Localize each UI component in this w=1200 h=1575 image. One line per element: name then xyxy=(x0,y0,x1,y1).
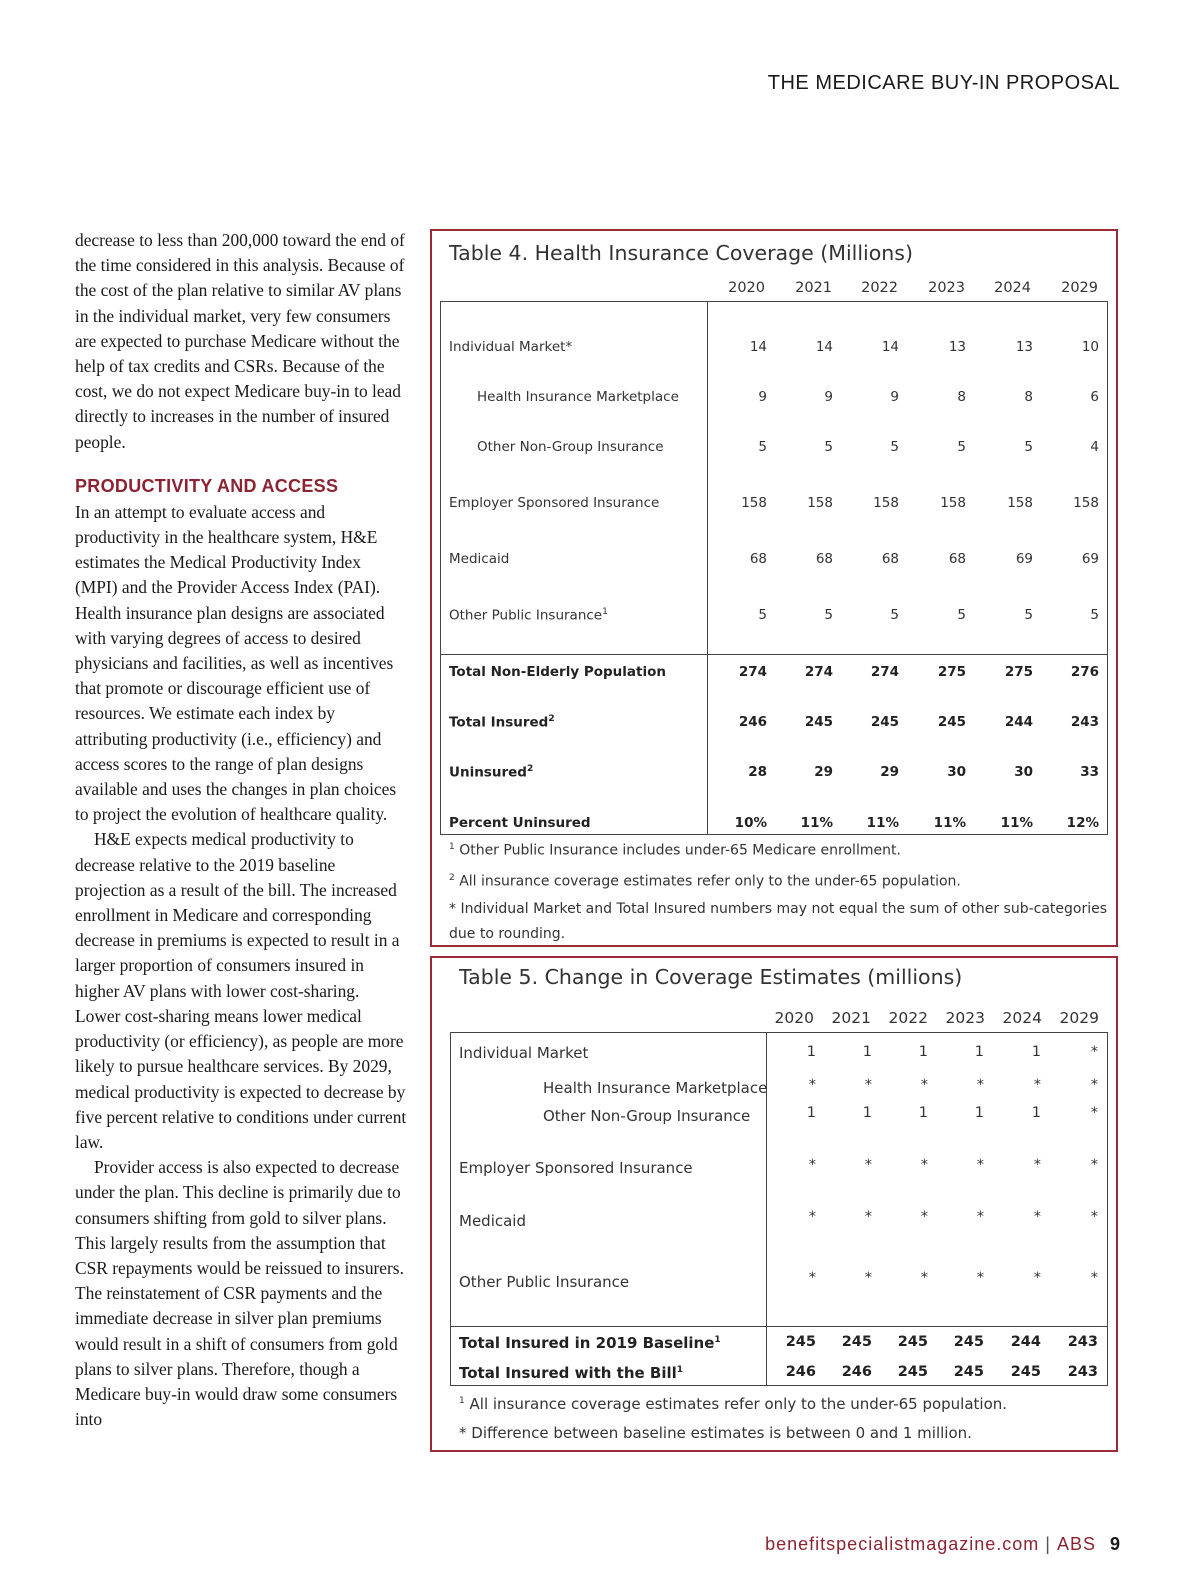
table4-cell: 5 xyxy=(1024,439,1033,455)
table4-cell: 14 xyxy=(881,339,899,355)
table5-row-label: Other Non-Group Insurance xyxy=(543,1107,751,1125)
table4-row-label: Other Non-Group Insurance xyxy=(477,439,664,455)
table5-cell: * xyxy=(920,1209,928,1225)
table4-cell: 8 xyxy=(1024,389,1033,405)
table4-cell: 5 xyxy=(890,439,899,455)
table5-cell: * xyxy=(808,1077,816,1093)
table5-cell: 1 xyxy=(1031,1044,1041,1060)
table4-year: 2029 xyxy=(1061,280,1098,296)
table4-year: 2021 xyxy=(795,280,832,296)
table4-total-label: Percent Uninsured xyxy=(449,815,591,831)
table5-cell: * xyxy=(1090,1209,1098,1225)
table5-cell: * xyxy=(1090,1270,1098,1286)
table5-cell: * xyxy=(1033,1209,1041,1225)
table4-cell: 6 xyxy=(1090,389,1099,405)
table5-cell: 245 xyxy=(785,1334,816,1350)
table5-cell: 244 xyxy=(1010,1334,1041,1350)
table4-row-label: Health Insurance Marketplace xyxy=(477,389,679,405)
table5-footnote: * Difference between baseline estimates is between 0 and 1 million. xyxy=(459,1424,972,1442)
table5-title: Table 5. Change in Coverage Estimates (millions) xyxy=(459,965,963,989)
table5-cell: * xyxy=(920,1270,928,1286)
table5-total-label: Total Insured in 2019 Baseline$^1$ xyxy=(459,1334,721,1352)
table4-footnote: * Individual Market and Total Insured numbers may not equal the sum of other sub-categories xyxy=(449,901,1108,917)
footer-separator: | xyxy=(1045,1534,1051,1554)
table4-cell: 275 xyxy=(937,664,966,680)
table5-row-label: Employer Sponsored Insurance xyxy=(459,1159,693,1177)
table4-cell: 5 xyxy=(758,607,767,623)
page-footer xyxy=(765,1534,1120,1555)
table4-cell: 11% xyxy=(866,815,899,831)
table4-cell: 5 xyxy=(824,607,833,623)
table4-cell: 29 xyxy=(814,764,833,780)
paragraph: decrease to less than 200,000 toward the end of the time considered in this analysis. Because of the cost of the plan relative to similar AV plans in the individual market, very few consumers are expected to purchase Medicare without the help of tax credits and CSRs. Because of the cost, we do not expect Medicare buy-in to lead directly to increases in the number of insured people. xyxy=(75,230,405,452)
table4-cell: 243 xyxy=(1070,714,1099,730)
table4-cell: 4 xyxy=(1090,439,1099,455)
table4-cell: 5 xyxy=(957,439,966,455)
table5-cell: 1 xyxy=(1031,1105,1041,1121)
table5-cell: 245 xyxy=(897,1334,928,1350)
table4-cell: 245 xyxy=(804,714,833,730)
table4-cell: 158 xyxy=(940,495,966,511)
table5-cell: * xyxy=(920,1157,928,1173)
table5-cell: * xyxy=(976,1077,984,1093)
table5-cell: * xyxy=(808,1209,816,1225)
table4-row-label: Individual Market* xyxy=(449,339,573,355)
table5-footnote: $^1$ All insurance coverage estimates refer only to the under-65 population. xyxy=(459,1395,1008,1413)
table4-cell: 14 xyxy=(749,339,767,355)
table5-year: 2024 xyxy=(1002,1009,1042,1027)
paragraph: Provider access is also expected to decrease under the plan. This decline is primarily due to consumers shifting from gold to silver plans. This largely results from the assumption that CSR repayments would be reissued to insurers. The reinstatement of CSR payments and the immediate decrease in silver plan premiums would result in a shift of consumers from gold plans to silver plans. Therefore, though a Medicare buy-in would draw some consumers into xyxy=(75,1157,404,1430)
table5-cell: * xyxy=(920,1077,928,1093)
table4-cell: 5 xyxy=(824,439,833,455)
table5-cell: 245 xyxy=(841,1334,872,1350)
table4-cell: 11% xyxy=(933,815,966,831)
table5-cell: * xyxy=(864,1077,872,1093)
table4-cell: 5 xyxy=(1090,607,1099,623)
table5-cell: * xyxy=(808,1157,816,1173)
table4-cell: 158 xyxy=(1073,495,1099,511)
table4-cell: 28 xyxy=(748,764,767,780)
table4-cell: 68 xyxy=(881,551,899,567)
section-heading: PRODUCTIVITY AND ACCESS xyxy=(75,475,339,496)
table4-cell: 274 xyxy=(804,664,833,680)
table5-cell: * xyxy=(976,1209,984,1225)
table4-divider xyxy=(707,301,708,835)
table4-footnote: $^2$ All insurance coverage estimates refer only to the under-65 population. xyxy=(449,873,961,890)
table5-cell: * xyxy=(808,1270,816,1286)
table5-cell: 1 xyxy=(918,1044,928,1060)
table4-cell: 158 xyxy=(807,495,833,511)
table4-cell: 68 xyxy=(815,551,833,567)
table4-year: 2022 xyxy=(861,280,898,296)
table4-cell: 5 xyxy=(957,607,966,623)
table5-year: 2021 xyxy=(831,1009,871,1027)
table5-cell: 1 xyxy=(974,1105,984,1121)
table4-cell: 246 xyxy=(738,714,767,730)
table4-box xyxy=(430,229,1118,947)
table5-cell: * xyxy=(864,1209,872,1225)
table4-cell: 276 xyxy=(1070,664,1099,680)
table5-box xyxy=(430,956,1118,1452)
table5-divider xyxy=(450,1326,1108,1327)
table4-cell: 158 xyxy=(873,495,899,511)
table4-cell: 69 xyxy=(1081,551,1099,567)
table5-cell: 245 xyxy=(1010,1364,1041,1380)
table4-cell: 11% xyxy=(800,815,833,831)
table4-cell: 68 xyxy=(948,551,966,567)
paragraph: H&E expects medical productivity to decrease relative to the 2019 baseline projection as a result of the bill. The increased enrollment in Medicare and corresponding decrease in premiums is expected to result in a larger proportion of consumers insured in higher AV plans with lower cost-sharing. Lower cost-sharing means lower medical productivity (or efficiency), as people are more likely to pursue healthcare services. By 2029, medical productivity is expected to decrease by five percent relative to conditions under current law. xyxy=(75,829,407,1152)
table4-cell: 5 xyxy=(758,439,767,455)
table4-footnote: $^1$ Other Public Insurance includes under-65 Medicare enrollment. xyxy=(449,842,901,859)
table4-total-label: Total Non-Elderly Population xyxy=(449,664,666,680)
table4-cell: 9 xyxy=(758,389,767,405)
table5-cell: 1 xyxy=(806,1105,816,1121)
table4-cell: 158 xyxy=(1007,495,1033,511)
table5-cell: * xyxy=(976,1270,984,1286)
table5-cell: 246 xyxy=(785,1364,816,1380)
table4-cell: 274 xyxy=(738,664,767,680)
table5-cell: 1 xyxy=(862,1105,872,1121)
table5-cell: * xyxy=(864,1270,872,1286)
table4-cell: 244 xyxy=(1004,714,1033,730)
table4-cell: 13 xyxy=(948,339,966,355)
table4-year: 2023 xyxy=(928,280,965,296)
table4-row-label: Other Public Insurance$^1$ xyxy=(449,607,608,624)
table5-year: 2022 xyxy=(888,1009,928,1027)
table4-cell: 30 xyxy=(1014,764,1033,780)
table4-cell: 9 xyxy=(824,389,833,405)
footer-site: benefitspecialistmagazine.com xyxy=(765,1534,1040,1554)
table4-cell: 12% xyxy=(1066,815,1099,831)
table4-total-label: Uninsured$^2$ xyxy=(449,764,534,781)
table5-cell: 1 xyxy=(862,1044,872,1060)
table4-row-label: Employer Sponsored Insurance xyxy=(449,495,660,511)
table5-cell: 245 xyxy=(953,1364,984,1380)
table4-cell: 11% xyxy=(1000,815,1033,831)
table4-cell: 8 xyxy=(957,389,966,405)
table4-cell: 30 xyxy=(947,764,966,780)
running-title: THE MEDICARE BUY-IN PROPOSAL xyxy=(767,72,1120,94)
table5-cell: * xyxy=(1033,1157,1041,1173)
table4-cell: 29 xyxy=(880,764,899,780)
table4-cell: 5 xyxy=(890,607,899,623)
table5-cell: * xyxy=(976,1157,984,1173)
table5-cell: * xyxy=(1090,1157,1098,1173)
table4-cell: 158 xyxy=(741,495,767,511)
table5-cell: 1 xyxy=(918,1105,928,1121)
table5-cell: * xyxy=(1090,1044,1098,1060)
table5-cell: 245 xyxy=(897,1364,928,1380)
table4-cell: 5 xyxy=(1024,607,1033,623)
table4-cell: 68 xyxy=(749,551,767,567)
table4-cell: 9 xyxy=(890,389,899,405)
table5-cell: * xyxy=(1033,1077,1041,1093)
table4-cell: 274 xyxy=(870,664,899,680)
table5-cell: * xyxy=(864,1157,872,1173)
table4-divider xyxy=(440,654,1108,655)
table5-cell: 243 xyxy=(1067,1364,1098,1380)
table4-cell: 10 xyxy=(1081,339,1099,355)
table4-title: Table 4. Health Insurance Coverage (Millions) xyxy=(449,241,913,265)
table5-cell: 1 xyxy=(806,1044,816,1060)
table4-row-label: Medicaid xyxy=(449,551,510,567)
table5-cell: 246 xyxy=(841,1364,872,1380)
table4-footnote: due to rounding. xyxy=(449,926,566,942)
table4-cell: 13 xyxy=(1015,339,1033,355)
page-number: 9 xyxy=(1109,1534,1120,1554)
table4-cell: 14 xyxy=(815,339,833,355)
table5-year: 2023 xyxy=(945,1009,985,1027)
table4-total-label: Total Insured$^2$ xyxy=(449,714,555,731)
table4-grid xyxy=(440,301,1108,835)
table4-cell: 275 xyxy=(1004,664,1033,680)
table4-cell: 33 xyxy=(1080,764,1099,780)
table4-cell: 245 xyxy=(870,714,899,730)
footer-magazine: ABS xyxy=(1056,1534,1096,1554)
table4-cell: 10% xyxy=(734,815,767,831)
table4-year: 2024 xyxy=(994,280,1031,296)
table5-total-label: Total Insured with the Bill$^1$ xyxy=(459,1364,684,1382)
table5-cell: * xyxy=(1090,1105,1098,1121)
table5-cell: * xyxy=(1033,1270,1041,1286)
table4-cell: 69 xyxy=(1015,551,1033,567)
table5-row-label: Other Public Insurance xyxy=(459,1273,630,1291)
table5-row-label: Individual Market xyxy=(459,1044,589,1062)
table5-cell: 1 xyxy=(974,1044,984,1060)
table5-row-label: Health Insurance Marketplace xyxy=(543,1079,768,1097)
table5-row-label: Medicaid xyxy=(459,1212,526,1230)
table4-cell: 245 xyxy=(937,714,966,730)
table5-year: 2020 xyxy=(774,1009,814,1027)
table5-cell: * xyxy=(1090,1077,1098,1093)
article-text-column xyxy=(75,228,407,1432)
table5-cell: 245 xyxy=(953,1334,984,1350)
table4-year: 2020 xyxy=(728,280,765,296)
table5-cell: 243 xyxy=(1067,1334,1098,1350)
table5-year: 2029 xyxy=(1059,1009,1099,1027)
paragraph: In an attempt to evaluate access and productivity in the healthcare system, H&E estimates the Medical Productivity Index (MPI) and the Provider Access Index (PAI). Health insurance plan designs are associated with varying degrees of access to desired physicians and facilities, as well as incentives that promote or discourage efficient use of resources. We estimate each index by attributing productivity (i.e., efficiency) and access scores to the range of plan designs available and uses the changes in plan choices to project the evolution of healthcare quality. xyxy=(75,501,397,825)
